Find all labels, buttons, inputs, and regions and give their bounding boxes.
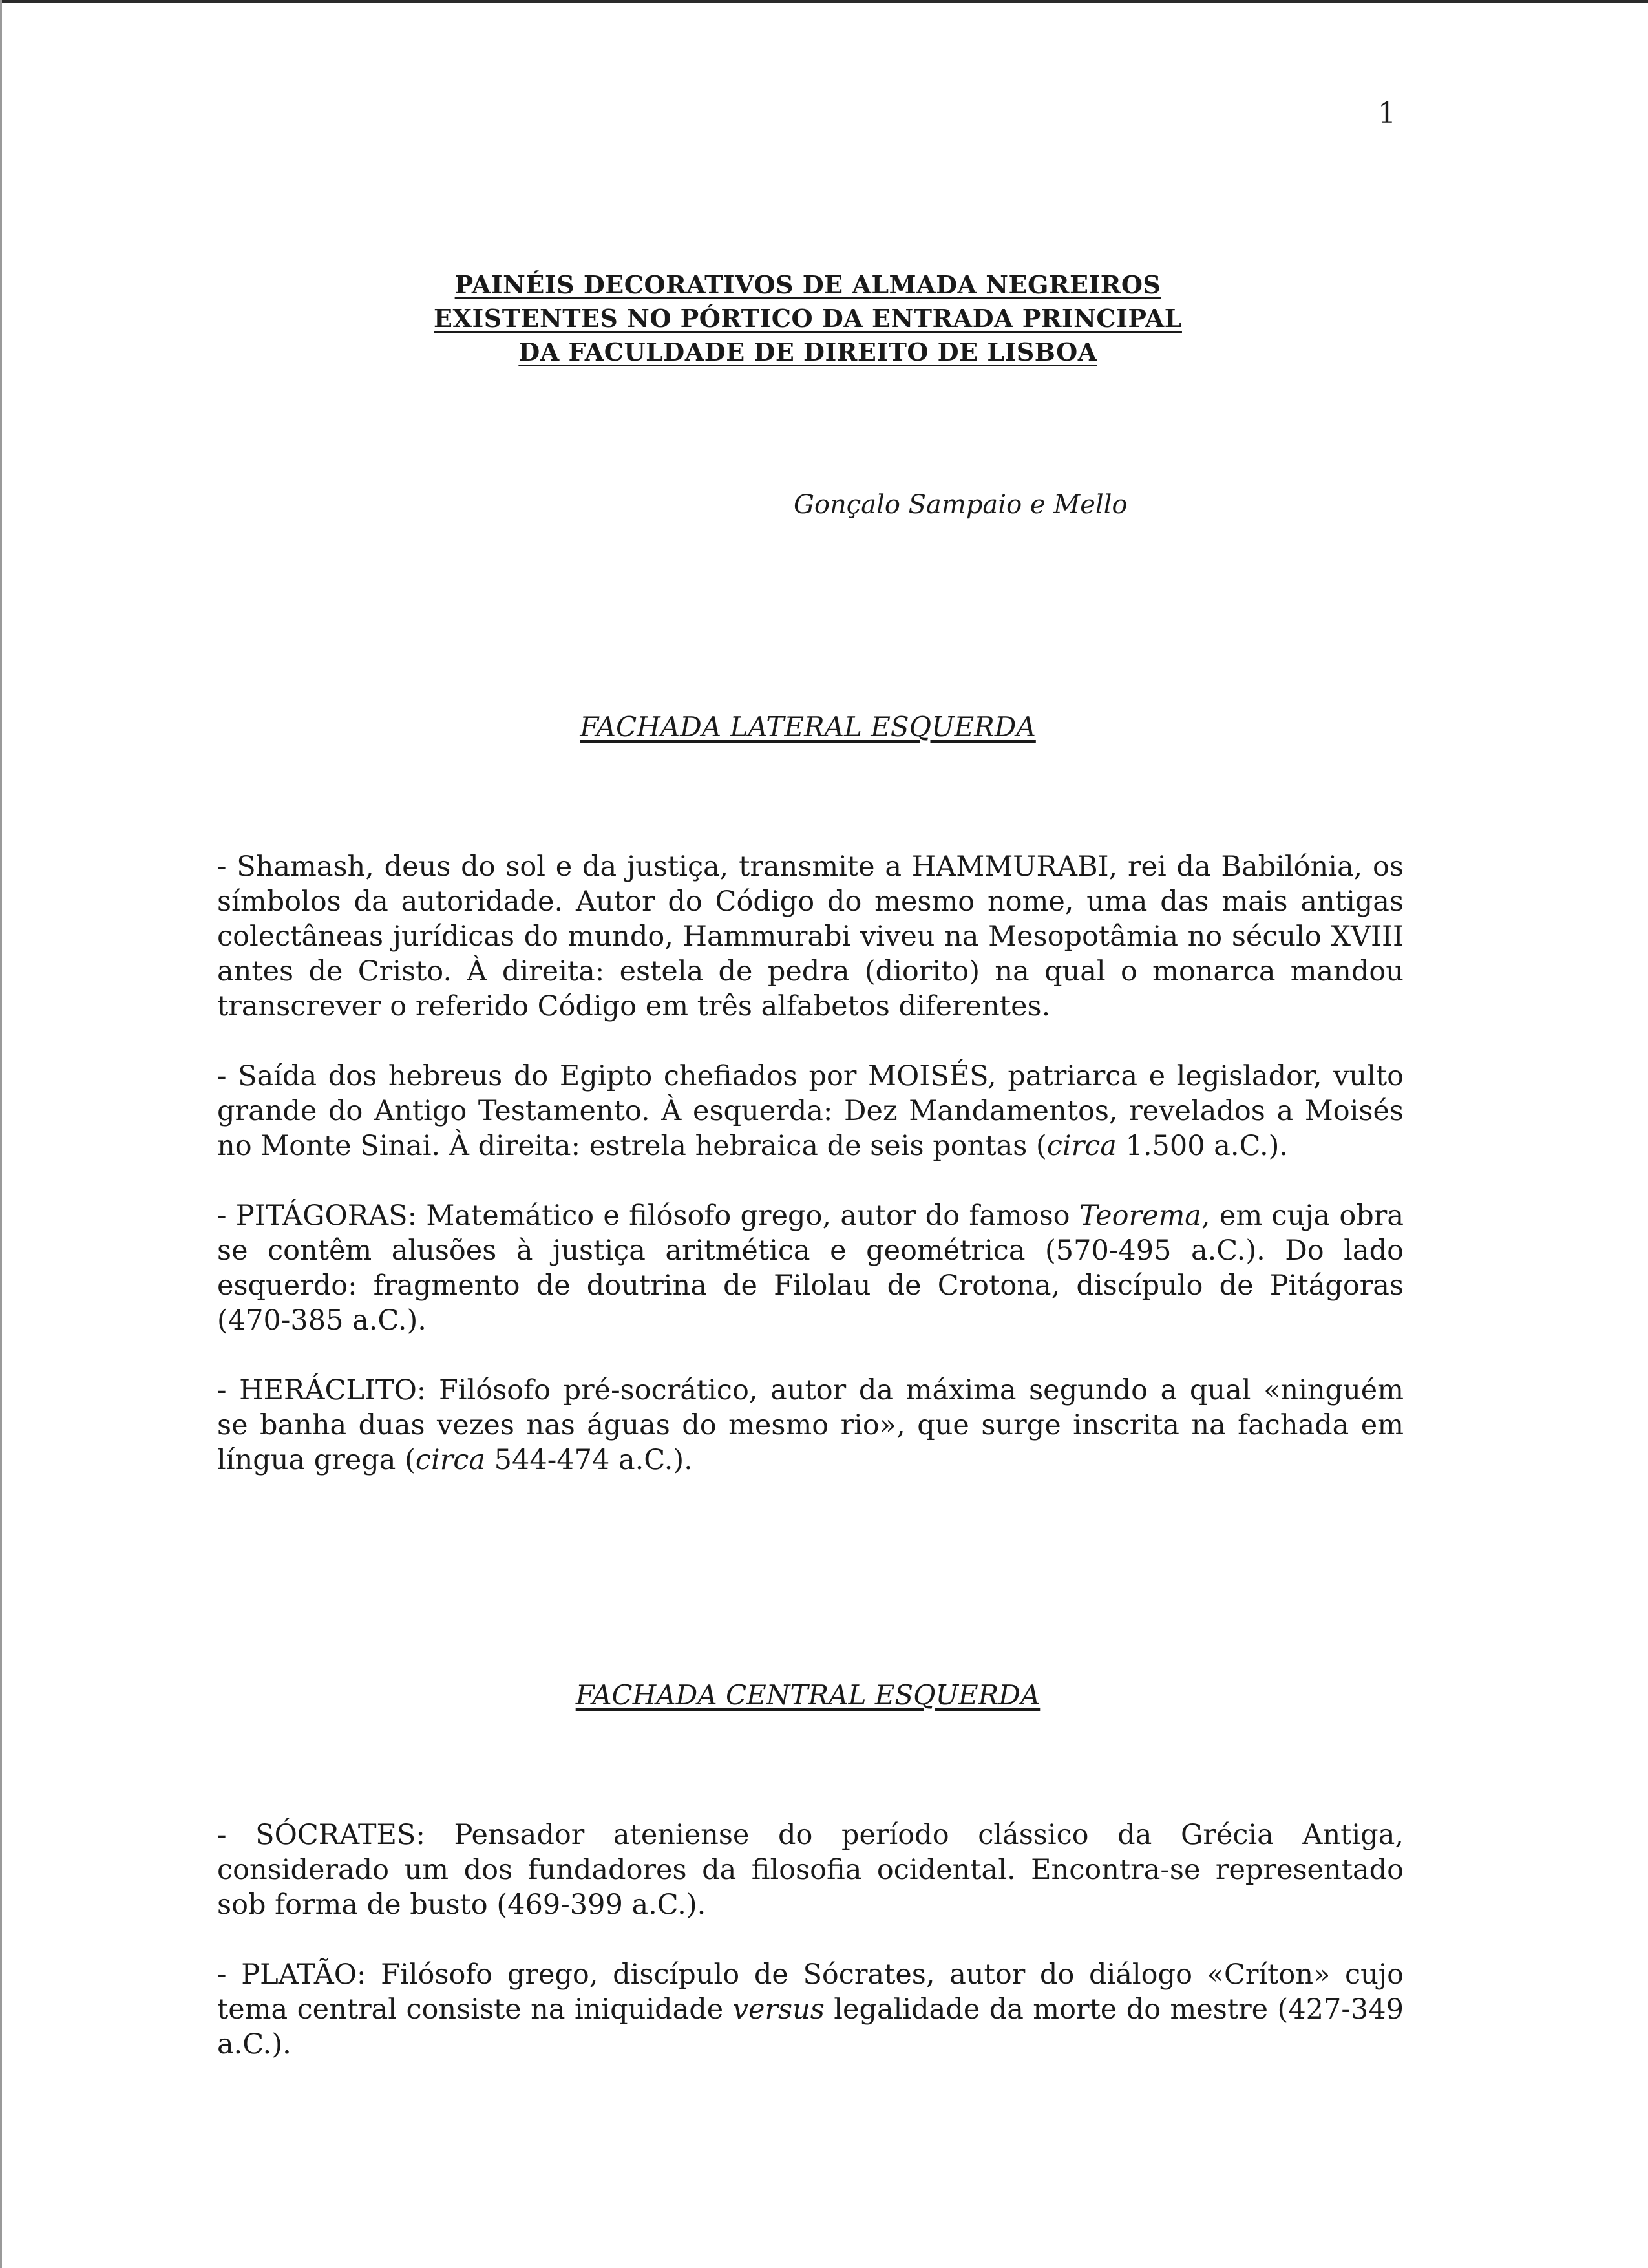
text-run: - SÓCRATES: Pensador ateniense do período clássico da Grécia Antiga, considerado um dos fundadores da filosofia ocidental. Encontra-se representado sob forma de busto (469-399 a.C.). — [217, 1819, 1404, 1921]
title-line-2: EXISTENTES NO PÓRTICO DA ENTRADA PRINCIPAL — [434, 304, 1182, 333]
paragraph-platao — [217, 1957, 1404, 2062]
text-run: legalidade da morte do mestre (427-349 a.C.). — [217, 1993, 1404, 2061]
paragraph-moises — [217, 1059, 1404, 1163]
italic-term: circa — [1046, 1130, 1117, 1162]
text-run: 544-474 a.C.). — [485, 1444, 693, 1476]
italic-term: Teorema — [1079, 1200, 1201, 1232]
paragraph-hammurabi — [217, 849, 1404, 1024]
title-line-1: PAINÉIS DECORATIVOS DE ALMADA NEGREIROS — [454, 270, 1161, 299]
text-run: - PITÁGORAS: Matemático e filósofo grego, autor do famoso — [217, 1200, 1079, 1232]
document-title — [0, 268, 1616, 369]
scan-edge-top — [0, 0, 1648, 3]
text-run: , em cuja obra se contêm alusões à justiça aritmética e geométrica (570-495 a.C.). Do lado esquerdo: fragmento de doutrina de Filolau de Crotona, discípulo de Pitágoras (470-385 a.C.). — [217, 1200, 1404, 1337]
author-name: Gonçalo Sampaio e Mello — [794, 490, 1128, 520]
text-run: - Shamash, deus do sol e da justiça, transmite a HAMMURABI, rei da Babilónia, os símbolos da autoridade. Autor do Código do mesmo nome, uma das mais antigas colectâneas jurídicas do mundo, Hammurabi viveu na Mesopotâmia no século XVIII antes de Cristo. À direita: estela de pedra (diorito) na qual o monarca mandou transcrever o referido Código em três alfabetos diferentes. — [217, 851, 1404, 1023]
page-number: 1 — [1378, 97, 1396, 130]
paragraph-heraclito — [217, 1373, 1404, 1478]
section-heading-lateral-esquerda: FACHADA LATERAL ESQUERDA — [580, 711, 1036, 743]
text-run: - Saída dos hebreus do Egipto chefiados por MOISÉS, patriarca e legislador, vulto grande do Antigo Testamento. À esquerda: Dez Mandamentos, revelados a Moisés no Monte Sinai. À direita: estrela hebraica de seis pontas ( — [217, 1060, 1404, 1162]
title-line-3: DA FACULDADE DE DIREITO DE LISBOA — [518, 337, 1097, 366]
paragraph-pitagoras — [217, 1198, 1404, 1338]
text-run: 1.500 a.C.). — [1116, 1130, 1289, 1162]
paragraph-socrates — [217, 1818, 1404, 1922]
italic-term: versus — [732, 1993, 825, 2026]
italic-term: circa — [415, 1444, 485, 1476]
section-body-lateral-esquerda — [217, 849, 1404, 1478]
text-run: - PLATÃO: Filósofo grego, discípulo de Sócrates, autor do diálogo «Críton» cujo tema central consiste na iniquidade — [217, 1958, 1404, 2026]
section-heading-central-esquerda: FACHADA CENTRAL ESQUERDA — [575, 1679, 1041, 1711]
section-body-central-esquerda — [217, 1818, 1404, 2062]
text-run: - HERÁCLITO: Filósofo pré-socrático, autor da máxima segundo a qual «ninguém se banha duas vezes nas águas do mesmo rio», que surge inscrita na fachada em língua grega ( — [217, 1374, 1404, 1476]
